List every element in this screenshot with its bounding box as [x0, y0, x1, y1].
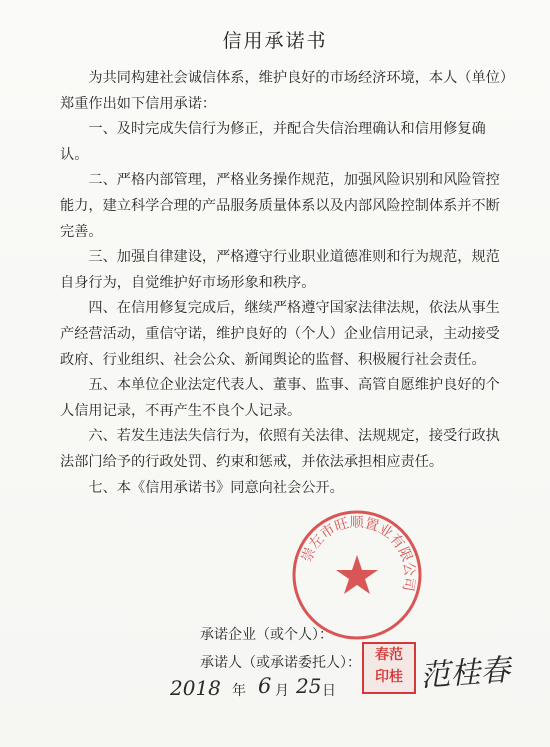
document-title: 信用承诺书	[222, 30, 328, 52]
paragraph-1: 一、及时完成失信行为修正，并配合失信治理确认和信用修复确认。	[60, 121, 486, 163]
stamp-line-1: 春范	[375, 647, 403, 663]
paragraph-2: 二、严格内部管理，严格业务操作规范，加强风险识别和风险管控能力，建立科学合理的产品服务质量体系以及内部风险控制体系并不断完善。	[60, 172, 500, 240]
company-label: 承诺企业（或个人）：	[200, 627, 333, 643]
stamp-line-2: 印桂	[375, 669, 403, 685]
paragraph-intro: 为共同构建社会诚信体系，维护良好的市场经济环境，本人（单位）郑重作出如下信用承诺：	[60, 70, 507, 112]
paragraph-3: 三、加强自律建设，严格遵守行业职业道德准则和行为规范，规范自身行为，自觉维护好市场形象和秩序。	[60, 249, 500, 291]
paragraph-5: 五、本单位企业法定代表人、董事、监事、高管自愿维护良好的个人信用记录，不再产生不良个人记录。	[60, 377, 500, 419]
paragraph-6: 六、若发生违法失信行为，依照有关法律、法规规定，接受行政执法部门给予的行政处罚、约束和惩戒，并依法承担相应责任。	[60, 428, 500, 470]
date-month-label: 月	[275, 683, 289, 699]
person-label: 承诺人（或承诺委托人）：	[200, 655, 361, 671]
date-day-label: 日	[322, 683, 336, 699]
personal-stamp	[362, 642, 416, 694]
date-year: 2018	[170, 676, 221, 700]
seal-text: 崇左市旺顺置业有限公司	[298, 514, 418, 593]
date-year-label: 年	[232, 683, 246, 699]
paragraph-4: 四、在信用修复完成后，继续严格遵守国家法律法规，依法从事生产经营活动，重信守诺，维护良好的（个人）企业信用记录，主动接受政府、行业组织、社会公众、新闻舆论的监督、积极履行社会责任。	[60, 300, 500, 368]
date-month: 6	[258, 674, 272, 698]
paragraph-7: 七、本《信用承诺书》同意向社会公开。	[88, 479, 344, 496]
handwritten-signature: 范桂春	[419, 652, 512, 695]
date-day: 25	[296, 674, 322, 698]
